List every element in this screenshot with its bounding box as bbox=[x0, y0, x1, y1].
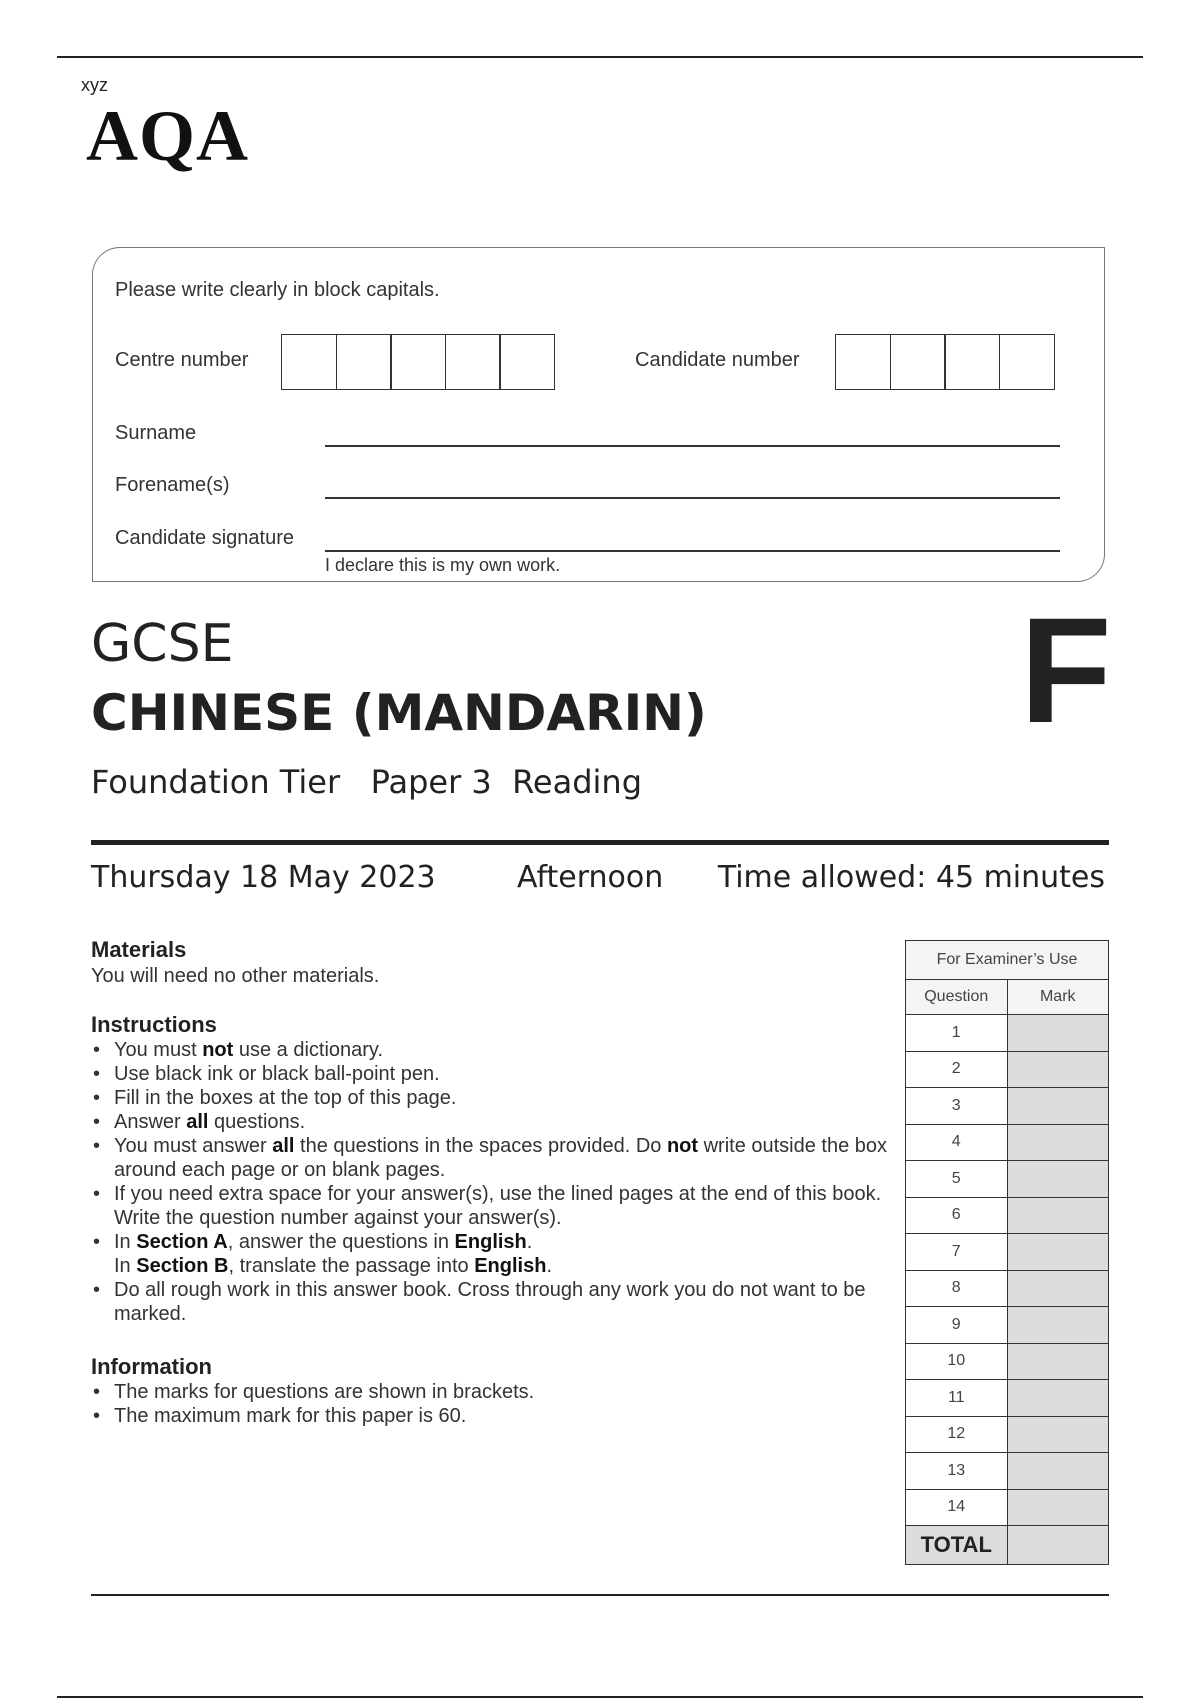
list-item: • The maximum mark for this paper is 60. bbox=[91, 1404, 891, 1428]
declaration-text: I declare this is my own work. bbox=[325, 555, 561, 575]
centre-number-label: Centre number bbox=[115, 349, 249, 371]
mark-cell bbox=[1007, 1051, 1109, 1088]
mark-cell bbox=[1007, 1307, 1109, 1344]
mark-column-header: Mark bbox=[1007, 980, 1109, 1015]
list-item: • The marks for questions are shown in brackets. bbox=[91, 1380, 891, 1404]
surname-label: Surname bbox=[115, 422, 197, 444]
materials-text: You will need no other materials. bbox=[91, 965, 380, 987]
candidate-number-digit-box[interactable] bbox=[835, 334, 891, 390]
candidate-number-label: Candidate number bbox=[635, 349, 800, 371]
forename-line[interactable] bbox=[325, 497, 1060, 499]
candidate-number-digit-box[interactable] bbox=[944, 334, 1000, 390]
materials-heading: Materials bbox=[91, 937, 187, 962]
question-number: 4 bbox=[906, 1124, 1008, 1161]
question-number: 6 bbox=[906, 1197, 1008, 1234]
exam-date: Thursday 18 May 2023 bbox=[91, 860, 436, 895]
list-item: • You must not use a dictionary. bbox=[91, 1038, 891, 1062]
mark-cell bbox=[1007, 1161, 1109, 1198]
signature-label: Candidate signature bbox=[115, 527, 295, 549]
question-number: 12 bbox=[906, 1416, 1008, 1453]
list-item: • If you need extra space for your answer(s), use the lined pages at the end of this book. Write the question number against your answer(s). bbox=[91, 1182, 891, 1230]
question-number: 1 bbox=[906, 1015, 1008, 1052]
mark-cell bbox=[1007, 1416, 1109, 1453]
question-number: 7 bbox=[906, 1234, 1008, 1271]
candidate-number-digit-box[interactable] bbox=[890, 334, 946, 390]
question-number: 13 bbox=[906, 1453, 1008, 1490]
exam-session: Afternoon bbox=[517, 860, 664, 895]
mark-cell bbox=[1007, 1234, 1109, 1271]
bottom-rule bbox=[91, 1594, 1109, 1596]
surname-line[interactable] bbox=[325, 445, 1060, 447]
information-heading: Information bbox=[91, 1354, 212, 1379]
centre-number-digit-box[interactable] bbox=[390, 334, 446, 390]
title-rule bbox=[91, 840, 1109, 845]
list-item: • In Section A, answer the questions in English. In Section B, translate the passage into English. bbox=[91, 1230, 891, 1278]
question-number: 11 bbox=[906, 1380, 1008, 1417]
question-number: 9 bbox=[906, 1307, 1008, 1344]
tier-letter: F bbox=[1020, 586, 1112, 754]
question-number: 3 bbox=[906, 1088, 1008, 1125]
information-list bbox=[91, 1380, 891, 1428]
mark-cell bbox=[1007, 1380, 1109, 1417]
mark-cell bbox=[1007, 1124, 1109, 1161]
top-rule bbox=[57, 56, 1143, 58]
mark-cell bbox=[1007, 1270, 1109, 1307]
subject-title: CHINESE (MANDARIN) bbox=[91, 684, 707, 742]
centre-number-digit-box[interactable] bbox=[445, 334, 501, 390]
examiner-use-table bbox=[905, 940, 1109, 1565]
centre-number-digit-box[interactable] bbox=[336, 334, 392, 390]
question-number: 8 bbox=[906, 1270, 1008, 1307]
total-label: TOTAL bbox=[906, 1526, 1008, 1565]
mark-cell bbox=[1007, 1197, 1109, 1234]
qualification-title: GCSE bbox=[91, 614, 234, 674]
page-bottom-rule bbox=[57, 1696, 1143, 1698]
question-number: 10 bbox=[906, 1343, 1008, 1380]
document-id: xyz bbox=[81, 75, 108, 95]
mark-cell bbox=[1007, 1453, 1109, 1490]
signature-line[interactable] bbox=[325, 550, 1060, 552]
mark-cell bbox=[1007, 1489, 1109, 1526]
list-item: • Do all rough work in this answer book. Cross through any work you do not want to be marked. bbox=[91, 1278, 891, 1326]
list-item: • Fill in the boxes at the top of this page. bbox=[91, 1086, 891, 1110]
time-allowed: Time allowed: 45 minutes bbox=[717, 860, 1105, 895]
list-item: • You must answer all the questions in the spaces provided. Do not write outside the box around each page or on blank pages. bbox=[91, 1134, 891, 1182]
question-number: 5 bbox=[906, 1161, 1008, 1198]
list-item: • Use black ink or black ball-point pen. bbox=[91, 1062, 891, 1086]
centre-number-digit-box[interactable] bbox=[281, 334, 337, 390]
centre-number-digit-box[interactable] bbox=[499, 334, 555, 390]
mark-cell bbox=[1007, 1343, 1109, 1380]
examiner-table-title: For Examiner’s Use bbox=[906, 941, 1109, 980]
question-column-header: Question bbox=[906, 980, 1008, 1015]
candidate-number-digit-box[interactable] bbox=[999, 334, 1055, 390]
aqa-logo: AQA bbox=[86, 96, 249, 176]
instructions-list bbox=[91, 1038, 891, 1326]
mark-cell bbox=[1007, 1015, 1109, 1052]
block-capitals-instruction: Please write clearly in block capitals. bbox=[115, 279, 440, 301]
forename-label: Forename(s) bbox=[115, 474, 230, 496]
centre-number-boxes bbox=[281, 334, 555, 390]
tier-paper-subtitle: Foundation Tier Paper 3 Reading bbox=[91, 763, 642, 801]
list-item: • Answer all questions. bbox=[91, 1110, 891, 1134]
question-number: 2 bbox=[906, 1051, 1008, 1088]
candidate-number-boxes bbox=[835, 334, 1055, 390]
total-mark-cell bbox=[1007, 1526, 1109, 1565]
mark-cell bbox=[1007, 1088, 1109, 1125]
question-number: 14 bbox=[906, 1489, 1008, 1526]
instructions-heading: Instructions bbox=[91, 1012, 217, 1037]
